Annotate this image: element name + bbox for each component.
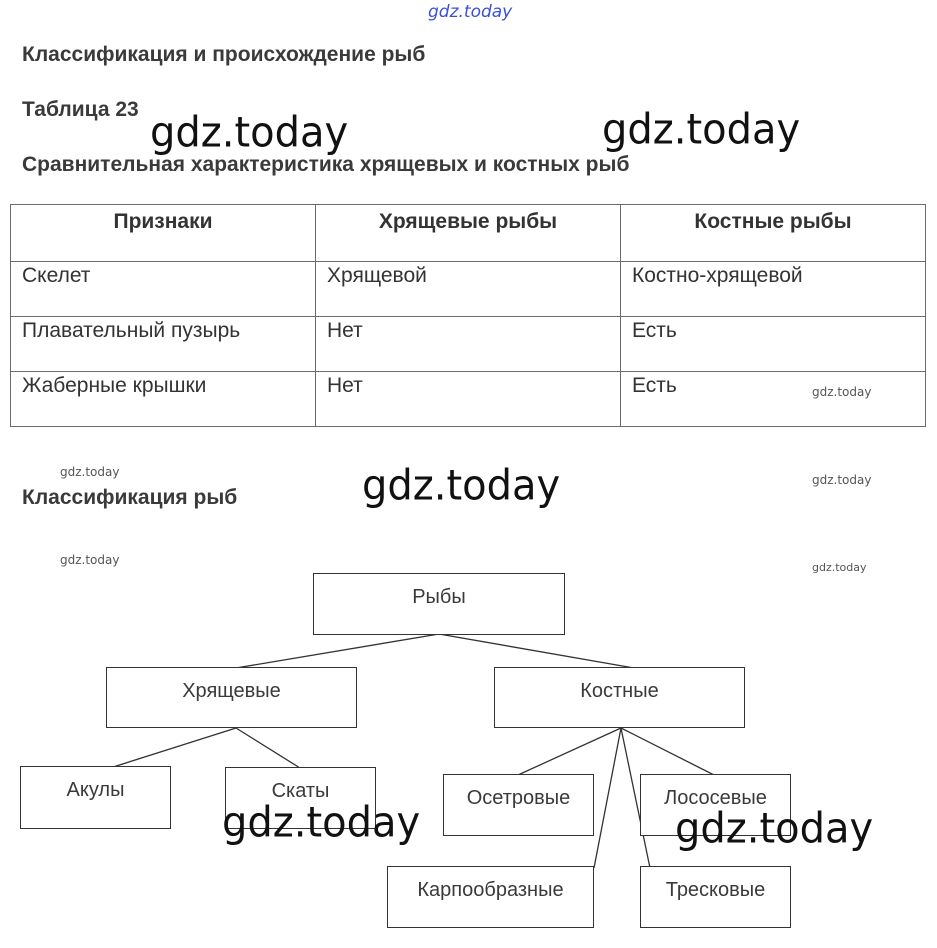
table-cell: Нет (316, 372, 621, 427)
node-fish (313, 573, 565, 635)
table-cell: Плавательный пузырь (11, 317, 316, 372)
connector-line (236, 728, 300, 768)
classification-heading: Классификация рыб (22, 486, 238, 509)
table-cell: Хрящевой (316, 262, 621, 317)
table-row (11, 372, 926, 427)
table-cell: Есть (621, 317, 926, 372)
watermark-large: gdz.today (150, 108, 349, 158)
table-cell: Костно-хрящевой (621, 262, 926, 317)
connector-line (439, 634, 634, 668)
node-label: Рыбы (412, 586, 466, 608)
table-row (11, 317, 926, 372)
column-header-features: Признаки (11, 205, 316, 262)
table-cell: Жаберные крышки (11, 372, 316, 427)
watermark-small: gdz.today (60, 465, 120, 479)
node-label: Карпообразные (417, 879, 564, 901)
node-label: Хрящевые (182, 680, 281, 702)
connector-line (236, 634, 439, 668)
node-cods (640, 866, 791, 928)
watermark-large: gdz.today (602, 105, 801, 155)
table-cell: Есть (621, 372, 926, 427)
node-label: Костные (580, 680, 659, 702)
node-label: Скаты (271, 780, 330, 802)
node-label: Акулы (66, 779, 125, 801)
node-carps (387, 866, 594, 928)
comparison-table (10, 204, 926, 427)
node-sharks (20, 766, 171, 829)
connector-line (518, 728, 621, 775)
node-label: Тресковые (665, 879, 766, 901)
watermark-top: gdz.today (428, 2, 513, 22)
node-cartilaginous (106, 667, 357, 728)
table-row (11, 262, 926, 317)
watermark-large: gdz.today (675, 804, 874, 854)
watermark-small: gdz.today (60, 553, 120, 567)
node-label: Осетровые (466, 787, 571, 809)
column-header-bony: Костные рыбы (621, 205, 926, 262)
watermark-small: gdz.today (812, 385, 872, 399)
node-sturgeons (443, 774, 594, 836)
node-bony (494, 667, 745, 728)
watermark-small: gdz.today (812, 561, 867, 574)
watermark-large: gdz.today (362, 461, 561, 511)
column-header-cartilaginous: Хрящевые рыбы (316, 205, 621, 262)
table-caption: Сравнительная характеристика хрящевых и костных рыб (22, 153, 630, 176)
node-label: Лососевые (664, 787, 767, 809)
table-header-row (11, 205, 926, 262)
page-title: Классификация и происхождение рыб (22, 43, 426, 66)
connector-line (594, 728, 621, 868)
table-number: Таблица 23 (22, 98, 139, 121)
watermark-small: gdz.today (812, 473, 872, 487)
watermark-large: gdz.today (222, 798, 421, 848)
table-cell: Нет (316, 317, 621, 372)
connector-line (621, 728, 714, 775)
table-cell: Скелет (11, 262, 316, 317)
connector-line (110, 728, 236, 768)
